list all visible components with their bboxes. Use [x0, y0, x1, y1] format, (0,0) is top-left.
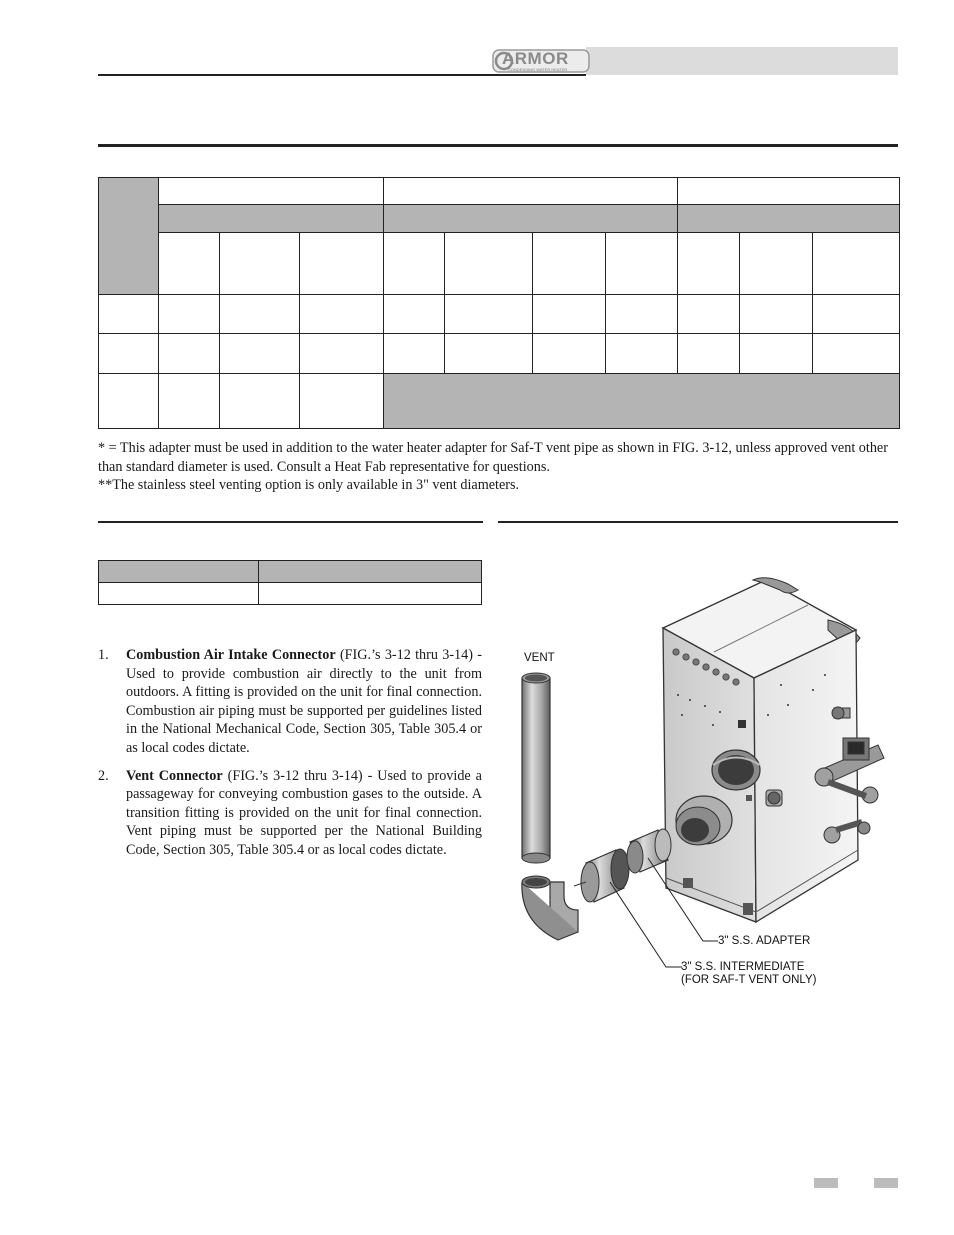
table-row: [99, 334, 900, 374]
table-cell: [533, 295, 606, 334]
table-notes: [98, 439, 900, 495]
table-header-cell: [813, 233, 900, 295]
table-cell: [383, 334, 444, 374]
list-item-title: Vent Connector: [126, 767, 223, 784]
list-number: 1.: [98, 647, 109, 663]
list-number: 2.: [98, 767, 109, 784]
logo-wordmark: ARMOR: [502, 49, 569, 68]
table-row: [99, 295, 900, 334]
table-header-cell: [678, 233, 740, 295]
table-cell: [533, 334, 606, 374]
table-header-cell: [678, 205, 900, 233]
table-cell: [99, 374, 159, 429]
header-rule: [98, 74, 586, 76]
table-cell: [740, 295, 813, 334]
small-table: [98, 560, 482, 605]
table-cell: [740, 334, 813, 374]
table-cell: [158, 334, 219, 374]
table-header-cell: [299, 233, 383, 295]
table-cell: [158, 295, 219, 334]
table-cell: [299, 374, 383, 429]
table-cell: [678, 334, 740, 374]
table-header-cell: [158, 233, 219, 295]
table-header-cell: [533, 233, 606, 295]
table-header-cell: [444, 233, 533, 295]
table-cell: [383, 295, 444, 334]
label-ss-intermediate: 3" S.S. INTERMEDIATE: [681, 961, 805, 973]
note-stainless: **The stainless steel venting option is only available in 3" vent diameters.: [98, 477, 520, 494]
table-cell: [813, 295, 900, 334]
footer-marker: [874, 1178, 898, 1188]
table-header-cell: [99, 561, 259, 583]
table-cell: [813, 334, 900, 374]
table-header-cell: [158, 178, 383, 205]
table-header-cell: [678, 178, 900, 205]
table-cell: [299, 334, 383, 374]
table-cell: [444, 334, 533, 374]
table-cell: [158, 374, 219, 429]
table-header-cell: [606, 233, 678, 295]
table-header-cell: [158, 205, 383, 233]
venting-table: [98, 177, 900, 429]
section-rule: [98, 144, 898, 147]
list-item-text: (FIG.’s 3-12 thru 3-14) - Used to provide a passageway for conveying combustion gases to the outside. A transition fitting is provided on the unit for final connection. Vent piping must be supported per the National Building Code, Section 305, Table 305.4 or as local codes dictate.: [126, 767, 482, 858]
table-cell: [258, 583, 481, 605]
table-cell: [444, 295, 533, 334]
list-item: [98, 646, 482, 758]
table-cell: [678, 295, 740, 334]
table-cell: [219, 334, 299, 374]
table-header-cell: [219, 233, 299, 295]
water-heater-illustration: [498, 560, 898, 1010]
table-cell: [606, 334, 678, 374]
right-section-rule: [498, 521, 898, 523]
logo-subtext: CONDENSING WATER HEATER: [508, 67, 568, 72]
table-cell: [219, 295, 299, 334]
table-header-row: [99, 178, 900, 205]
table-cell: [299, 295, 383, 334]
label-ss-adapter: 3" S.S. ADAPTER: [718, 935, 811, 947]
armor-logo: [492, 48, 592, 74]
connector-list: [98, 646, 482, 869]
label-saf-t-only: (FOR SAF-T VENT ONLY): [681, 974, 817, 986]
table-cell: [99, 583, 259, 605]
footer-marker: [814, 1178, 838, 1188]
table-row: [99, 374, 900, 429]
table-header-cell: [383, 205, 678, 233]
table-header-row: [99, 205, 900, 233]
table-header-cell: [740, 233, 813, 295]
table-header-row: [99, 233, 900, 295]
table-cell: [606, 295, 678, 334]
label-vent: VENT: [524, 652, 555, 664]
table-header-cell: [258, 561, 481, 583]
note-adapter: * = This adapter must be used in addition to the water heater adapter for Saf-T vent pipe as shown in FIG. 3-12, unless approved vent other than standard diameter is used. Consult a Heat Fab representative for questions.: [98, 440, 888, 475]
table-cell: [219, 374, 299, 429]
table-header-cell: [99, 178, 159, 295]
table-row: [99, 583, 482, 605]
table-cell-merged-gray: [383, 374, 899, 429]
table-cell: [99, 295, 159, 334]
list-item: [98, 767, 482, 860]
table-header-cell: [383, 233, 444, 295]
table-cell: [99, 334, 159, 374]
left-section-rule: [98, 521, 483, 523]
vent-adapter-figure: [498, 560, 898, 1010]
header-band: [586, 47, 898, 75]
list-item-text: (FIG.’s 3-12 thru 3-14) - Used to provide combustion air directly to the unit from outdoors. A fitting is provided on the unit for final connection. Combustion air piping must be supported per guidelines listed in the National Mechanical Code, Section 305, Table 305.4 or as local codes dictate.: [126, 647, 482, 756]
table-header-row: [99, 561, 482, 583]
list-item-title: Combustion Air Intake Connector: [126, 647, 336, 663]
table-header-cell: [383, 178, 678, 205]
